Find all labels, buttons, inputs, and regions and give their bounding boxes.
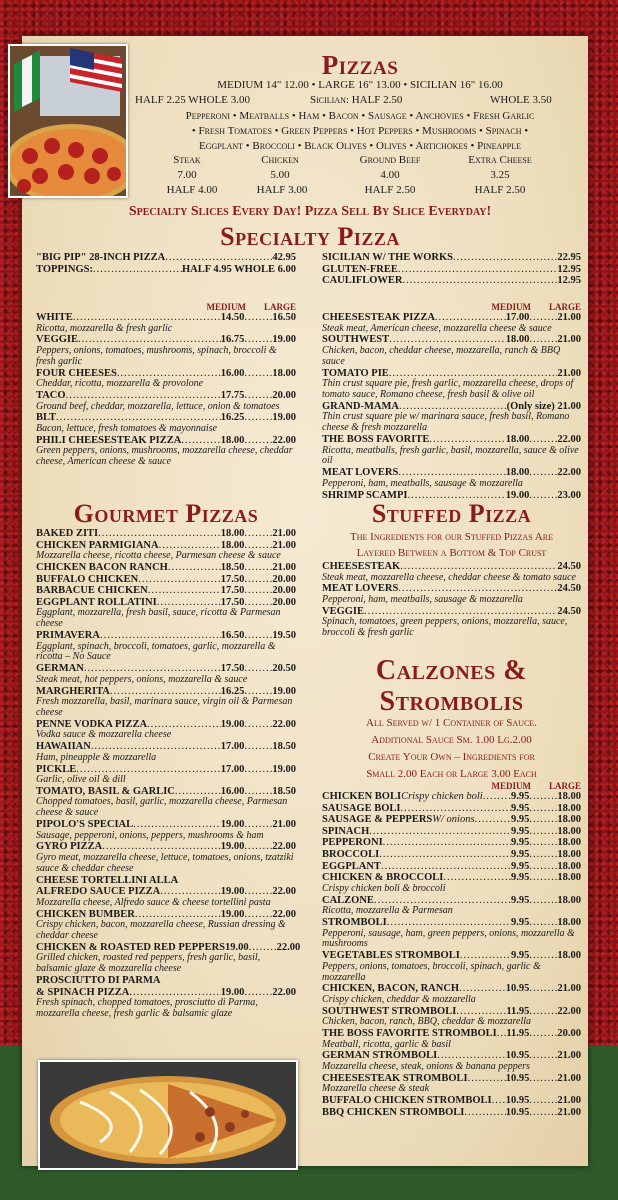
size-header: MEDIUM LARGE xyxy=(491,781,581,791)
extra-cheese-half: HALF 2.50 xyxy=(474,184,526,196)
item-description: Chopped tomatoes, basil, garlic, mozzarella cheese, Parmesan cheese & sauce xyxy=(36,796,288,819)
price-medium: 17.00 xyxy=(220,763,245,775)
item-name: CHICKEN BACON RANCH xyxy=(36,561,168,573)
specialty-right-list xyxy=(322,312,581,501)
item-description: Ricotta, mozzarella & fresh garlic xyxy=(36,322,173,334)
price-large: 20.00 xyxy=(557,1028,581,1040)
item-name: CHEESESTEAK STROMBOLI xyxy=(322,1072,468,1084)
price-large: 18.00 xyxy=(557,872,581,884)
menu-item-line xyxy=(322,837,581,849)
price-large: 16.50 xyxy=(272,312,296,323)
item-description: Meatball, ricotta, garlic & basil xyxy=(322,1038,451,1050)
item-description: Gyro meat, mozzarella cheese, lettuce, tomatoes, onions, tzatziki sauce & cheddar cheese xyxy=(36,852,294,874)
item-name: SOUTHWEST STROMBOLI xyxy=(322,1005,457,1017)
price-medium: 9.95 xyxy=(511,916,530,928)
extras-table xyxy=(135,155,585,205)
price-large: 24.50 xyxy=(557,583,581,595)
pepperoni-pizza-photo xyxy=(8,44,128,198)
item-name: TOMATO PIE xyxy=(322,367,389,379)
pizza-illustration xyxy=(40,1062,296,1168)
price-large: 21.00 xyxy=(557,983,581,995)
menu-item-line xyxy=(322,950,581,962)
item-name: CHICKEN, BACON, RANCH xyxy=(322,983,460,995)
item-name: & SPINACH PIZZA xyxy=(36,986,130,998)
item-description: Steak meat, American cheese, mozzarella cheese & sauce xyxy=(322,322,552,334)
item-name: FOUR CHEESES xyxy=(36,367,117,379)
price-medium: 19.00 xyxy=(225,941,249,953)
menu-item-line xyxy=(36,630,296,642)
item-description: Crispy chicken boli & broccoli xyxy=(322,882,446,894)
calzones-note-1: All Served w/ 1 Container of Sauce. xyxy=(366,717,537,729)
item-description: Steak meat, mozzarella cheese, cheddar cheese & tomato sauce xyxy=(322,571,576,583)
price-large: 21.00 xyxy=(272,539,296,551)
item-name: PENNE VODKA PIZZA xyxy=(36,718,148,730)
slice-sicilian: Sicilian: HALF 2.50 xyxy=(310,94,403,106)
price-medium: 9.95 xyxy=(511,894,530,906)
item-description: Cheddar, ricotta, mozzarella & provolone xyxy=(36,378,204,390)
item-name: CHICKEN BUMBER xyxy=(36,908,135,920)
price-medium: 9.95 xyxy=(511,802,530,814)
item-name: BUFFALO CHICKEN STROMBOLI xyxy=(322,1095,492,1107)
price-large: 21.00 xyxy=(272,528,296,539)
toppings-line-1: Pepperoni • Meatballs • Ham • Bacon • Sausage • Anchovies • Fresh Garlic xyxy=(185,110,535,122)
calzones-title-1: Calzones & xyxy=(375,655,528,686)
item-name: CHICKEN & BROCCOLI xyxy=(322,872,444,884)
price-medium: 9.95 xyxy=(511,950,530,962)
menu-line: "BIG PIP" 28-INCH PIZZA ..... 42.95 xyxy=(36,252,296,264)
pizza-sizes: MEDIUM 14" 12.00 • LARGE 16" 13.00 • SICILIAN 16" 16.00 xyxy=(217,79,503,91)
extra-chicken-name: Chicken xyxy=(261,154,299,166)
gourmet-list xyxy=(36,528,301,1020)
item-name: PRIMAVERA xyxy=(36,629,100,641)
stuffed-title: Stuffed Pizza xyxy=(371,499,532,528)
item-description: Vodka sauce & mozzarella cheese xyxy=(36,729,172,741)
price-large: 22.00 xyxy=(557,1005,581,1017)
price-large: 18.00 xyxy=(557,860,581,872)
price-medium: 17.00 xyxy=(220,741,245,753)
item-name: CALZONE xyxy=(322,894,374,906)
stuffed-list xyxy=(322,561,581,639)
menu-item-line xyxy=(36,819,296,831)
price-medium: 9.95 xyxy=(511,848,530,860)
extra-cheese-price: 3.25 xyxy=(490,169,510,181)
price-medium: 11.95 xyxy=(506,1005,530,1017)
price-medium: 19.00 xyxy=(220,986,245,998)
price-large: 21.00 xyxy=(557,334,581,346)
price-medium: 10.95 xyxy=(505,1072,530,1084)
price-large: 22.00 xyxy=(272,841,296,853)
item-description: Fresh mozzarella, basil, marinara sauce, virgin oil & Parmesan cheese xyxy=(36,696,293,718)
item-name: CHEESE TORTELLINI ALLA xyxy=(36,874,179,886)
item-description: Peppers, onions, tomatoes, broccoli, spinach, garlic & mozzarella xyxy=(322,960,541,983)
price-medium: 9.95 xyxy=(511,825,530,837)
menu-line: TOPPINGS: ..... HALF 4.95 WHOLE 6.00 xyxy=(36,264,296,276)
item-description: Grilled chicken, roasted red peppers, fresh garlic, basil, balsamic glaze & mozzarella cheese xyxy=(36,952,261,975)
price-medium: 10.95 xyxy=(505,1050,530,1062)
price-medium: 9.95 xyxy=(511,791,530,802)
item-description: Green peppers, onions, mushrooms, mozzarella cheese, cheddar cheese, American cheese & sauce xyxy=(36,445,293,468)
extra-chicken-half: HALF 3.00 xyxy=(256,184,308,196)
price-large: 22.00 xyxy=(272,718,296,730)
item-name: MARGHERITA xyxy=(36,685,110,697)
specialty-right-column xyxy=(322,302,581,501)
item-note: Crispy chicken boli xyxy=(401,791,483,802)
extra-cheese-name: Extra Cheese xyxy=(468,154,532,166)
price-medium: 9.95 xyxy=(511,872,530,884)
price-medium: 19.00 xyxy=(505,489,530,501)
menu-item-line xyxy=(36,574,296,586)
calzones-column xyxy=(322,781,581,1118)
price-medium: 16.25 xyxy=(220,685,245,697)
pizzas-title: Pizzas xyxy=(321,50,399,80)
price-medium: 18.00 xyxy=(220,434,245,446)
price-large: 18.00 xyxy=(557,814,581,826)
item-description: Garlic, olive oil & dill xyxy=(36,774,126,786)
price-large: 20.50 xyxy=(272,663,296,675)
item-name: ALFREDO SAUCE PIZZA xyxy=(36,886,161,898)
price-medium: 16.75 xyxy=(220,334,245,346)
toppings-line-2: • Fresh Tomatoes • Green Peppers • Hot Peppers • Mushrooms • Spinach • xyxy=(191,125,529,137)
item-description: Chicken, bacon, ranch, BBQ, cheddar & mozzarella xyxy=(322,1016,532,1028)
price-medium: 16.25 xyxy=(220,412,245,424)
item-description: Mozzarella cheese & steak xyxy=(322,1083,430,1095)
item-name: VEGETABLES STROMBOLI xyxy=(322,950,460,962)
item-name: BBQ CHICKEN STROMBOLI xyxy=(322,1106,465,1118)
price-medium: 9.95 xyxy=(511,837,530,849)
menu-item-line xyxy=(36,390,296,402)
item-name: CHEESESTEAK PIZZA xyxy=(322,312,435,323)
price-medium: 9.95 xyxy=(511,814,530,826)
price-large: 18.50 xyxy=(272,741,296,753)
menu-line: CAULIFLOWER ..... 12.95 xyxy=(322,275,581,287)
item-description: Steak meat, hot peppers, onions, mozzarella & sauce xyxy=(36,673,248,685)
price-medium: 17.50 xyxy=(220,573,245,585)
specialty-title: Specialty Pizza xyxy=(220,222,400,251)
menu-item-line xyxy=(322,467,581,479)
pizza-flags-illustration xyxy=(10,46,126,196)
price-large: 18.00 xyxy=(557,848,581,860)
price-large: 21.00 xyxy=(557,1050,581,1062)
price-large: 18.00 xyxy=(557,802,581,814)
calzones-note-2: Additional Sauce Sm. 1.00 Lg.2.00 xyxy=(371,734,532,746)
price-large: 23.00 xyxy=(557,489,581,501)
price-large: 19.00 xyxy=(272,412,296,424)
price-medium: 17.50 xyxy=(220,585,245,597)
item-name: SPINACH xyxy=(322,825,370,837)
item-description: Ham, pineapple & mozzarella xyxy=(36,751,157,763)
price-large: 22.00 xyxy=(272,986,296,998)
price-large: 22.00 xyxy=(272,886,296,898)
price-large: 22.00 xyxy=(557,433,581,445)
item-description: Eggplant, spinach, broccoli, tomatoes, garlic, mozzarella & ricotta – No Sauce xyxy=(36,640,276,663)
price-medium: 10.95 xyxy=(505,1106,530,1118)
specialty-pizza-photo xyxy=(38,1060,298,1170)
price-large: 22.00 xyxy=(276,941,301,953)
item-name: GRAND-MAMA xyxy=(322,400,399,412)
price-medium: 18.00 xyxy=(505,334,530,346)
price-large: 21.00 xyxy=(272,819,296,831)
price-medium: 17.50 xyxy=(220,663,245,675)
stuffed-note-1: The Ingredients for our Stuffed Pizzas Are xyxy=(350,531,553,543)
item-note: W/ onions xyxy=(432,814,475,826)
price-medium: 9.95 xyxy=(511,860,530,872)
menu-item-line xyxy=(322,1095,581,1107)
item-description: Thin crust square pie, fresh garlic, mozzarella cheese, drops of tomato sauce, Romano cheese, fresh basil & olive oil xyxy=(322,378,574,400)
gourmet-column xyxy=(36,528,301,1020)
menu-item-line xyxy=(36,875,296,887)
item-name: HAWAIIAN xyxy=(36,741,91,753)
menu-item-line xyxy=(322,872,581,884)
item-description: Crispy chicken, cheddar & mozzarella xyxy=(322,993,476,1005)
price-large: 24.50 xyxy=(557,605,581,617)
price-large: 20.00 xyxy=(272,573,296,585)
gourmet-title: Gourmet Pizzas xyxy=(73,499,259,528)
item-description: Mozzarella cheese, Alfredo sauce & cheese tortellini pasta xyxy=(36,896,271,908)
item-description: Thin crust square pie w/ marinara sauce, fresh basil, Romano cheese & fresh mozzarella xyxy=(322,411,570,434)
stuffed-column xyxy=(322,561,581,639)
price-large: 19.00 xyxy=(272,685,296,697)
item-name: BROCCOLI xyxy=(322,848,380,860)
price-medium: 19.00 xyxy=(220,886,245,898)
price-medium: 19.00 xyxy=(220,819,245,831)
menu-item-line xyxy=(36,528,296,540)
price-large: 18.50 xyxy=(272,785,296,797)
price-medium: 10.95 xyxy=(505,983,530,995)
menu-item-line xyxy=(36,312,296,324)
price-medium: 19.00 xyxy=(220,718,245,730)
menu-item-line xyxy=(322,312,581,324)
extra-steak-name: Steak xyxy=(173,154,201,166)
slice-whole-sicilian: WHOLE 3.50 xyxy=(490,94,552,106)
menu-line: SICILIAN W/ THE WORKS ..... 22.95 xyxy=(322,252,581,264)
item-description: Spinach, tomatoes, green peppers, onions, mozzarella, sauce, broccoli & fresh garlic xyxy=(322,616,568,639)
price-medium: 18.00 xyxy=(505,433,530,445)
price-medium: 17.75 xyxy=(220,389,245,401)
price-medium: 18.50 xyxy=(220,561,245,573)
price-medium: 17.50 xyxy=(220,596,245,608)
price-large: 20.00 xyxy=(272,389,296,401)
price-large: 22.00 xyxy=(272,908,296,920)
specialty-top-left xyxy=(36,252,296,275)
item-description: Ground beef, cheddar, mozzarella, lettuce, onion & tomatoes xyxy=(36,400,280,412)
menu-item-line xyxy=(322,917,581,929)
menu-item-line xyxy=(322,814,581,826)
price-large: 20.00 xyxy=(272,585,296,597)
item-description: Bacon, lettuce, fresh tomatoes & mayonnaise xyxy=(36,422,217,434)
specialty-left-list xyxy=(36,312,296,468)
item-name: BUFFALO CHICKEN xyxy=(36,573,139,585)
calzones-note-3: Create Your Own – Ingredients for xyxy=(368,751,535,763)
item-name: THE BOSS FAVORITE STROMBOLI xyxy=(322,1028,497,1040)
item-description: Crispy chicken, bacon, mozzarella cheese, Russian dressing & cheddar cheese xyxy=(36,919,286,942)
specialty-top-right xyxy=(322,252,581,287)
menu-item-line xyxy=(36,975,296,987)
menu-item-line xyxy=(36,585,296,597)
price-medium: 16.00 xyxy=(220,785,245,797)
price-large: 19.50 xyxy=(272,629,296,641)
item-description: Sausage, pepperoni, onions, peppers, mushrooms & ham xyxy=(36,829,264,841)
slice-half-whole: HALF 2.25 WHOLE 3.00 xyxy=(135,94,250,106)
menu-item-line xyxy=(322,1107,581,1119)
price-large: 22.00 xyxy=(557,467,581,479)
calzones-note-4: Small 2.00 Each or Large 3.00 Each xyxy=(366,768,537,780)
menu-item-line xyxy=(36,741,296,753)
menu-item-line xyxy=(322,1028,581,1040)
item-name: VEGGIE xyxy=(36,334,79,346)
item-name: EGGPLANT ROLLATINI xyxy=(36,596,157,608)
price-large: 18.00 xyxy=(557,916,581,928)
price-large: 20.00 xyxy=(272,596,296,608)
menu-item-line xyxy=(322,861,581,873)
extra-groundbeef-half: HALF 2.50 xyxy=(364,184,416,196)
price-large: 21.00 xyxy=(557,1106,581,1118)
item-name: EGGPLANT xyxy=(322,860,381,872)
toppings-line-3: Eggplant • Broccoli • Black Olives • Olives • Artichokes • Pineapple xyxy=(199,140,521,152)
price-medium: 19.00 xyxy=(220,908,245,920)
price-large: 21.00 xyxy=(557,367,581,379)
price-large: 22.00 xyxy=(272,434,296,446)
price-large: 21.00 xyxy=(557,312,581,323)
price-large: 24.50 xyxy=(557,561,581,572)
item-description: Fresh spinach, chopped tomatoes, prosciutto di Parma, mozzarella cheese, fresh garlic & balsamic glaze xyxy=(36,997,258,1019)
item-name: SAUSAGE BOLI xyxy=(322,802,401,814)
item-name: SAUSAGE & PEPPERS xyxy=(322,814,433,826)
extra-chicken-price: 5.00 xyxy=(270,169,290,181)
size-header: MEDIUM LARGE xyxy=(206,302,296,312)
extra-groundbeef-price: 4.00 xyxy=(380,169,400,181)
item-name: PEPPERONI xyxy=(322,837,383,849)
item-name: TACO xyxy=(36,389,66,401)
item-description: Eggplant, mozzarella, fresh basil, sauce, ricotta & Parmesan cheese xyxy=(36,607,281,630)
item-name: BARBACUE CHICKEN xyxy=(36,585,148,597)
item-name: TOMATO, BASIL & GARLIC xyxy=(36,785,175,797)
menu-item-line xyxy=(322,826,581,838)
item-name: SOUTHWEST xyxy=(322,334,390,346)
menu-line: GLUTEN-FREE ..... 12.95 xyxy=(322,264,581,276)
price-large: 18.00 xyxy=(272,367,296,379)
price-medium: 11.95 xyxy=(506,1028,530,1040)
price-large: 21.00 xyxy=(557,1072,581,1084)
extra-steak-price: 7.00 xyxy=(177,169,197,181)
price-medium: 19.00 xyxy=(220,841,245,853)
item-description: Pepperoni, ham, meatballs, sausage & mozzarella xyxy=(322,593,523,605)
menu-item-line xyxy=(322,791,581,803)
price-large: 18.00 xyxy=(557,825,581,837)
extra-steak-half: HALF 4.00 xyxy=(166,184,218,196)
item-description: Chicken, bacon, cheddar cheese, mozzarella, ranch & BBQ sauce xyxy=(322,344,561,367)
price-medium: 16.50 xyxy=(220,629,245,641)
item-name: STROMBOLI xyxy=(322,916,387,928)
price-medium: 18.00 xyxy=(220,528,245,539)
price-large: 19.00 xyxy=(272,334,296,346)
item-name: WHITE xyxy=(36,312,73,323)
item-name: THE BOSS FAVORITE xyxy=(322,433,430,445)
item-name: BLT xyxy=(36,412,57,424)
price-medium: 18.00 xyxy=(505,467,530,479)
item-name: VEGGIE xyxy=(322,605,365,617)
item-name: MEAT LOVERS xyxy=(322,467,399,479)
item-name: PROSCIUTTO DI PARMA xyxy=(36,975,161,987)
item-name: CHICKEN BOLI xyxy=(322,791,402,802)
item-name: SHRIMP SCAMPI xyxy=(322,489,408,501)
menu-item-line xyxy=(322,803,581,815)
item-name: PHILI CHEESESTEAK PIZZA xyxy=(36,434,182,446)
item-name: GYRO PIZZA xyxy=(36,841,103,853)
item-description: Pepperoni, sausage, ham, green peppers, onions, mozzarella & mushrooms xyxy=(322,927,575,950)
size-header: MEDIUM LARGE xyxy=(491,302,581,312)
item-name: GERMAN xyxy=(36,663,84,675)
calzone-list xyxy=(322,791,581,1118)
menu-item-line xyxy=(322,561,581,573)
price-large: (Only size) 21.00 xyxy=(506,400,581,412)
price-large: 21.00 xyxy=(557,1095,581,1107)
menu-item-line xyxy=(322,849,581,861)
menu-item-line xyxy=(36,663,296,675)
item-name: CHEESESTEAK xyxy=(322,561,401,572)
item-name: MEAT LOVERS xyxy=(322,583,399,595)
item-name: PIPOLO'S SPECIAL xyxy=(36,819,134,831)
menu-item-line xyxy=(322,434,581,446)
item-description: Ricotta, meatballs, fresh garlic, basil, mozzarella, sauce & olive oil xyxy=(322,444,579,467)
price-medium: 17.00 xyxy=(505,312,530,323)
price-large: 21.00 xyxy=(272,561,296,573)
price-large: 18.00 xyxy=(557,950,581,962)
item-name: CHICKEN PARMIGIANA xyxy=(36,539,159,551)
calzones-title-2: Strombolis xyxy=(379,686,524,717)
item-description: Mozzarella cheese, ricotta cheese, Parmesan cheese & sauce xyxy=(36,550,281,562)
item-description: Ricotta, mozzarella & Parmesan xyxy=(322,905,453,917)
price-large: 18.00 xyxy=(557,894,581,906)
price-medium: 14.50 xyxy=(220,312,245,323)
price-large: 18.00 xyxy=(557,837,581,849)
price-large: 19.00 xyxy=(272,763,296,775)
item-description: Peppers, onions, tomatoes, mushrooms, spinach, broccoli & fresh garlic xyxy=(36,344,277,367)
item-description: Pepperoni, ham, meatballs, sausage & mozzarella xyxy=(322,477,523,489)
menu-item-line xyxy=(36,562,296,574)
specialty-left-column xyxy=(36,302,296,468)
extra-groundbeef-name: Ground Beef xyxy=(359,154,421,166)
item-description: Mozzarella cheese, steak, onions & banana peppers xyxy=(322,1061,530,1073)
price-large: 18.00 xyxy=(557,791,581,802)
price-medium: 16.00 xyxy=(220,367,245,379)
stuffed-note-2: Layered Between a Bottom & Top Crust xyxy=(356,547,547,559)
price-medium: 10.95 xyxy=(505,1095,530,1107)
item-name: CHICKEN & ROASTED RED PEPPERS xyxy=(36,941,226,953)
item-name: GERMAN STROMBOLI xyxy=(322,1050,438,1062)
tagline: Specialty Slices Every Day! Pizza Sell By Slice Everyday! xyxy=(128,204,492,219)
item-name: PICKLE xyxy=(36,763,77,775)
item-name: BAKED ZITI xyxy=(36,528,99,539)
price-medium: 18.00 xyxy=(220,539,245,551)
